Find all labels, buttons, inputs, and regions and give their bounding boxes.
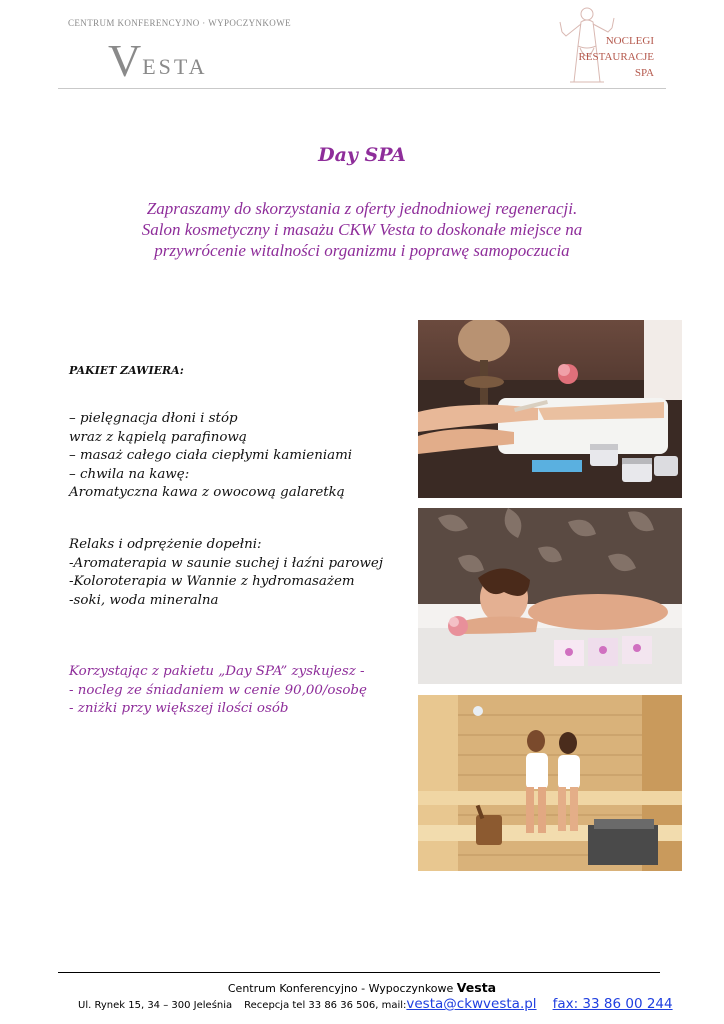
logo-initial: V [108,35,143,86]
badge-line-noclegi: NOCLEGI [605,35,654,47]
intro-line: przywrócenie witalności organizmu i poprawę samopoczucia [154,241,570,260]
massage-photo [418,508,682,684]
package-heading: PAKIET ZAWIERA: [69,364,184,377]
email-link[interactable]: vesta@ckwvesta.pl [406,996,537,1012]
badge-line-restauracje: RESTAURACJE [578,51,654,63]
list-item: Aromatyczna kawa z owocową galaretką [69,485,345,500]
manicure-photo [418,320,682,498]
vesta-logo [108,34,207,87]
relax-list [69,536,383,610]
intro-line: Salon kosmetyczny i masażu CKW Vesta to doskonałe miejsce na [141,220,583,239]
page-title: Day SPA [318,144,406,166]
intro-paragraph [80,198,644,261]
list-item: -Koloroterapia w Wannie z hydromasażem [69,574,355,589]
sauna-photo [418,695,682,871]
badge-line-spa: SPA [634,67,654,79]
intro-line: Zapraszamy do skorzystania z oferty jednodniowej regeneracji. [146,199,578,218]
footer-name-prefix: Centrum Konferencyjno - Wypoczynkowe [227,982,457,995]
list-item: – chwila na kawę: [69,466,190,482]
header-tagline: CENTRUM KONFERENCYJNO · WYPOCZYNKOWE [68,18,291,28]
footer-company-name [0,980,724,995]
list-item: wraz z kąpielą parafinową [69,429,247,445]
list-item: -soki, woda mineralna [69,592,219,608]
header-divider [58,88,666,89]
offer-list [69,663,367,719]
footer-name-bold: Vesta [456,980,497,995]
fax-number: fax: 33 86 00 244 [552,996,673,1012]
list-item: -Aromaterapia w saunie suchej i łaźni parowej [69,555,383,571]
list-item: – pielęgnacja dłoni i stóp [69,411,238,426]
list-item: – masaż całego ciała ciepłymi kamieniami [69,448,353,463]
footer-address: Ul. Rynek 15, 34 – 300 Jeleśnia [78,1000,233,1011]
list-item: - zniżki przy większej ilości osób [69,701,289,716]
list-item: - nocleg ze śniadaniem w cenie 90,00/osobę [69,682,367,698]
footer-reception: Recepcja tel 33 86 36 506, mail: [244,1000,407,1011]
footer-contact-line [78,996,673,1012]
list-item: Korzystając z pakietu „Day SPA” zyskujesz - [69,664,365,679]
list-item: Relaks i odprężenie dopełni: [69,537,262,552]
footer-divider [58,972,660,973]
package-list [69,410,352,503]
logo-rest: ESTA [142,54,208,79]
services-badge [564,33,654,81]
